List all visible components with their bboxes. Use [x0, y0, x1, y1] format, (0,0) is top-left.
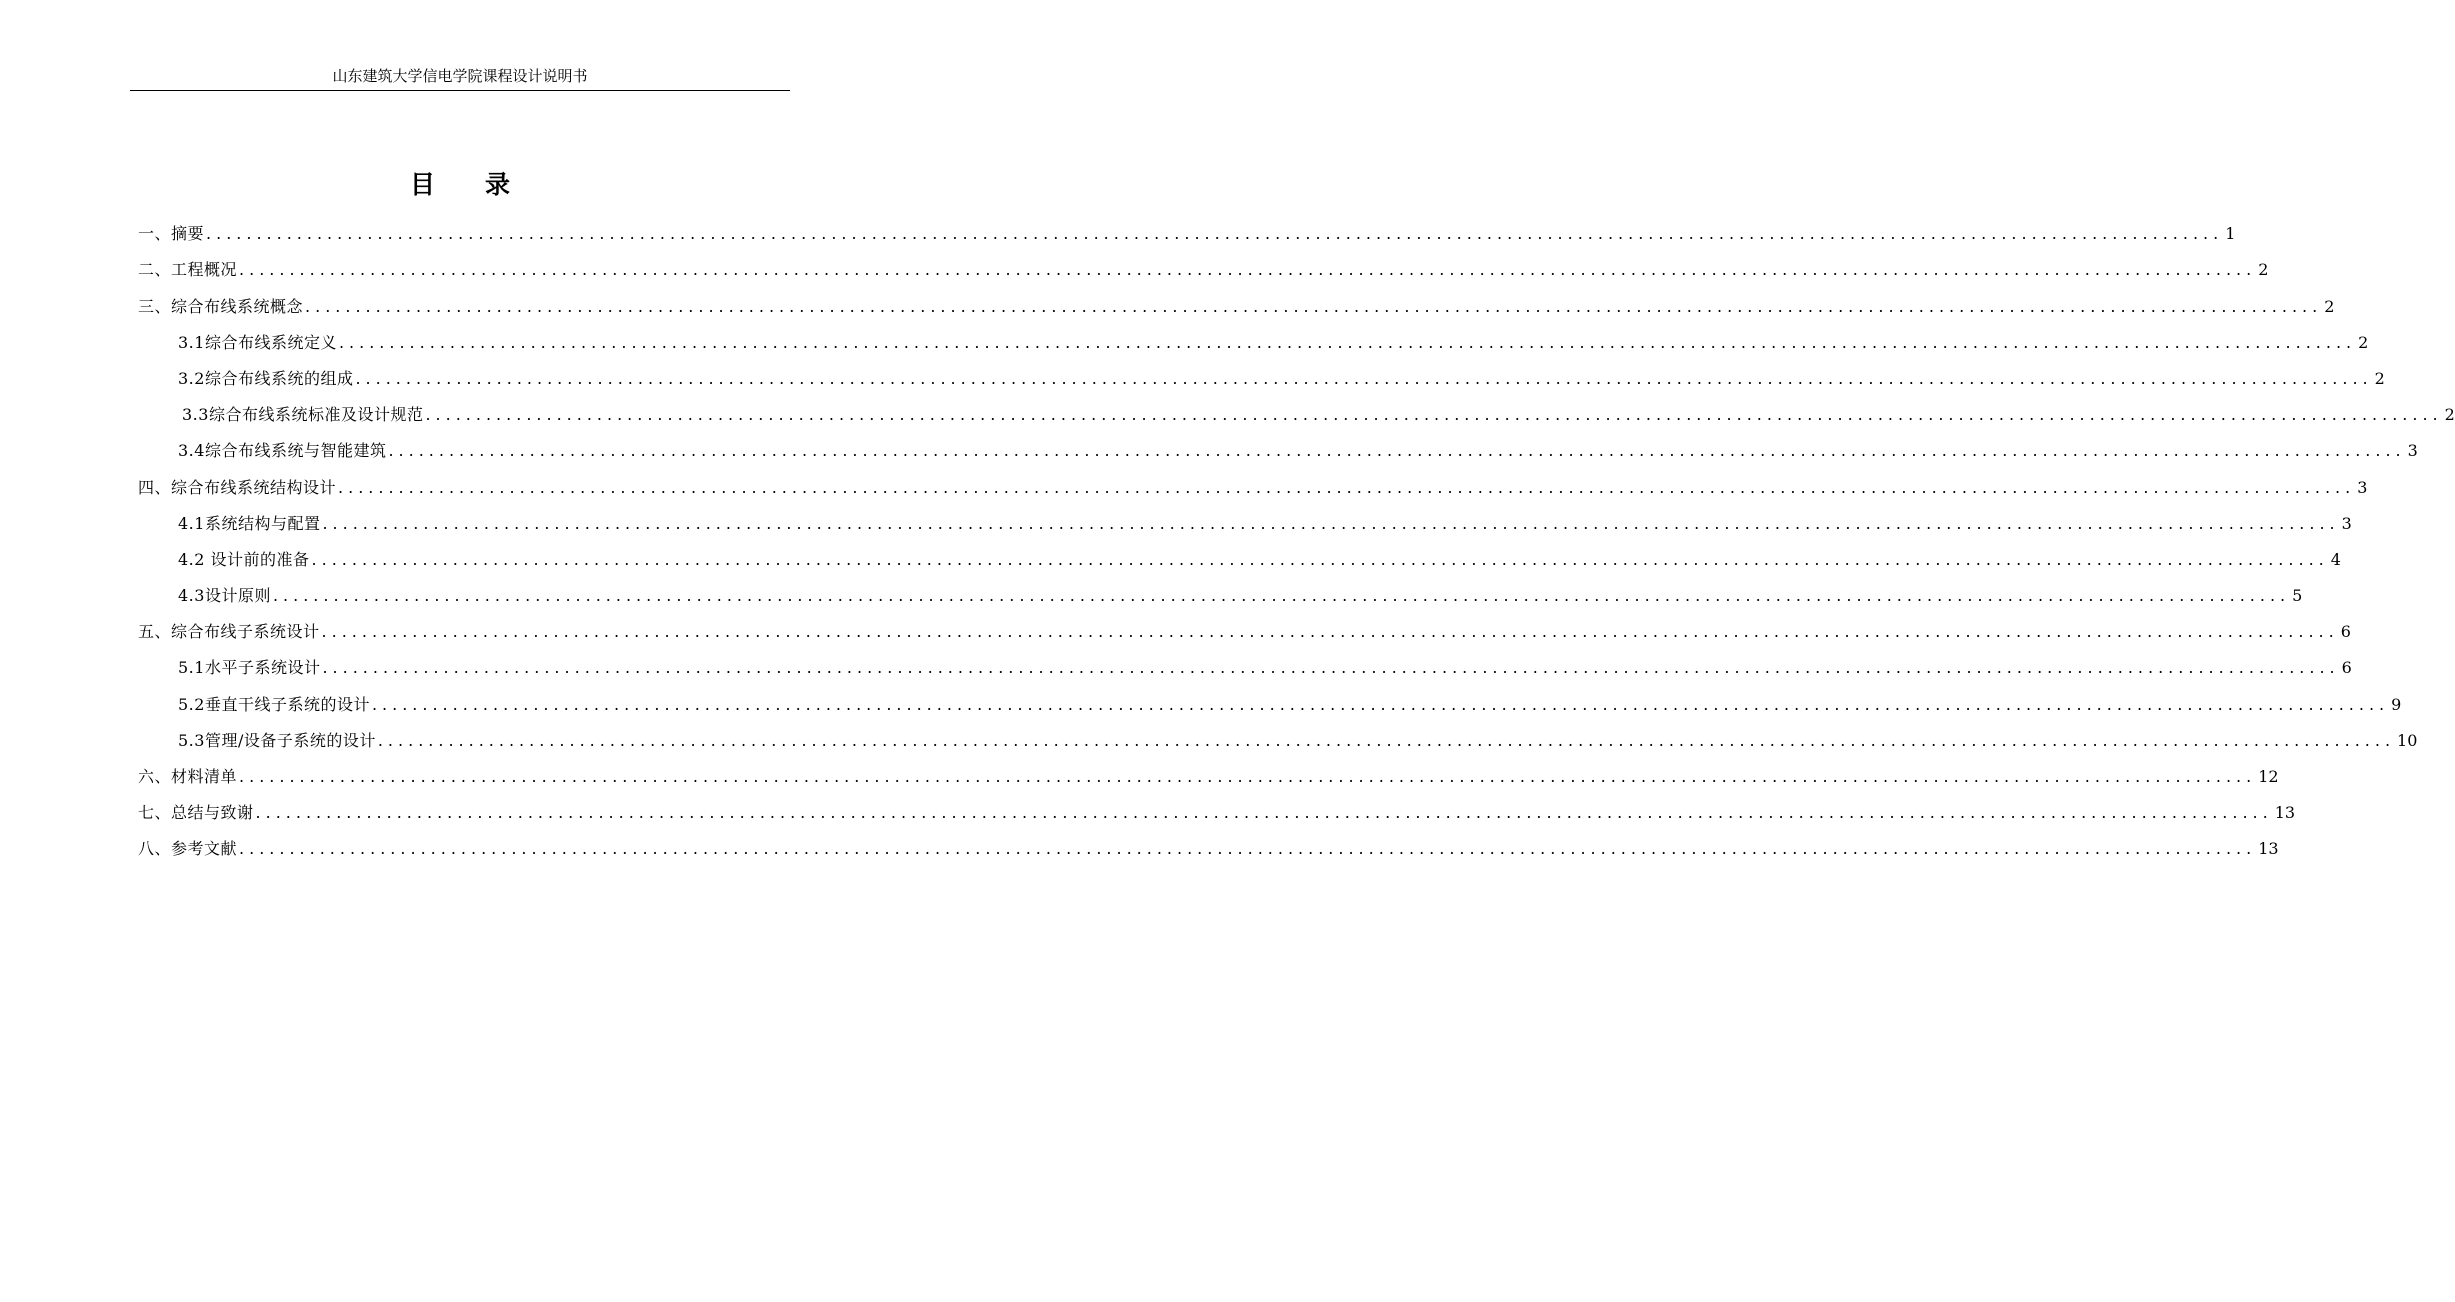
toc-entry[interactable] — [138, 678, 2402, 714]
toc-leader-dots: ........................................................................................................................................................................................................ — [425, 405, 2443, 425]
toc-entry-label: 四、综合布线系统结构设计 — [138, 477, 337, 497]
header-text: 山东建筑大学信电学院课程设计说明书 — [332, 67, 588, 85]
toc-entry[interactable] — [138, 498, 2352, 534]
toc-entry[interactable] — [138, 280, 2335, 316]
toc-entry-label: 二、工程概况 — [138, 260, 238, 280]
toc-leader-dots: ........................................................................................................................................................................................................ — [305, 296, 2323, 316]
toc-entry-label: 4.1系统结构与配置 — [178, 513, 321, 533]
toc-leader-dots: ........................................................................................................................................................................................................ — [321, 622, 2339, 642]
toc-entry-label: 八、参考文献 — [138, 839, 238, 859]
toc-leader-dots: ........................................................................................................................................................................................................ — [338, 332, 2357, 352]
toc-entry-page: 6 — [2341, 658, 2352, 678]
toc-entry-page: 9 — [2391, 694, 2402, 714]
toc-entry-page: 2 — [2374, 368, 2385, 388]
toc-entry-page: 1 — [2225, 224, 2236, 244]
toc-entry-label: 五、综合布线子系统设计 — [138, 622, 320, 642]
toc-leader-dots: ........................................................................................................................................................................................................ — [355, 368, 2373, 388]
toc-entry-page: 4 — [2330, 549, 2341, 569]
toc-entry[interactable] — [138, 389, 2455, 425]
toc-entry-page: 2 — [2358, 332, 2369, 352]
toc-entry-page: 10 — [2397, 730, 2418, 750]
toc-entry[interactable] — [138, 570, 2303, 606]
toc-leader-dots: ........................................................................................................................................................................................................ — [311, 549, 2329, 569]
toc-entry-label: 5.2垂直干线子系统的设计 — [178, 694, 370, 714]
toc-entry-label: 4.2 设计前的准备 — [178, 549, 310, 569]
toc-leader-dots: ........................................................................................................................................................................................................ — [338, 477, 2356, 497]
table-of-contents — [138, 208, 2455, 859]
toc-leader-dots: ........................................................................................................................................................................................................ — [371, 694, 2390, 714]
toc-entry[interactable] — [138, 244, 2269, 280]
toc-entry-label: 3.4综合布线系统与智能建筑 — [178, 441, 387, 461]
toc-leader-dots: ........................................................................................................................................................................................................ — [322, 513, 2340, 533]
toc-entry-label: 5.1水平子系统设计 — [178, 658, 321, 678]
toc-entry-label: 七、总结与致谢 — [138, 803, 254, 823]
toc-entry[interactable] — [138, 461, 2368, 497]
toc-leader-dots: ........................................................................................................................................................................................................ — [255, 803, 2273, 823]
toc-entry-page: 12 — [2258, 767, 2279, 786]
toc-leader-dots: ........................................................................................................................................................................................................ — [322, 658, 2340, 678]
toc-leader-dots: ........................................................................................................................................................................................................ — [377, 730, 2396, 750]
toc-leader-dots: ........................................................................................................................................................................................................ — [272, 586, 2291, 606]
toc-entry-page: 13 — [2258, 839, 2279, 859]
toc-entry-page: 3 — [2357, 477, 2368, 497]
toc-entry-page: 2 — [2258, 260, 2269, 280]
toc-entry-page: 2 — [2444, 405, 2455, 425]
toc-entry[interactable] — [138, 715, 2418, 751]
toc-entry-label: 4.3设计原则 — [178, 586, 271, 606]
toc-entry-page: 3 — [2407, 441, 2418, 461]
toc-entry[interactable] — [138, 823, 2279, 859]
page-header — [130, 64, 790, 91]
toc-entry[interactable] — [138, 534, 2341, 570]
toc-leader-dots: ........................................................................................................................................................................................................ — [388, 441, 2406, 461]
toc-entry[interactable] — [138, 425, 2418, 461]
toc-title: 目录 — [409, 170, 560, 199]
toc-entry-label: 3.1综合布线系统定义 — [178, 332, 337, 352]
toc-entry[interactable] — [138, 353, 2385, 389]
toc-leader-dots: ........................................................................................................................................................................................................ — [239, 767, 2257, 786]
toc-leader-dots: ........................................................................................................................................................................................................ — [239, 839, 2257, 859]
toc-entry[interactable] — [138, 208, 2236, 244]
toc-entry-page: 3 — [2341, 513, 2352, 533]
toc-entry-page: 13 — [2274, 803, 2296, 823]
toc-entry[interactable] — [138, 751, 2279, 787]
toc-entry-label: 5.3管理/设备子系统的设计 — [178, 730, 376, 750]
toc-entry-page: 6 — [2340, 622, 2351, 642]
toc-entry-label: 3.3综合布线系统标准及设计规范 — [182, 405, 424, 425]
toc-leader-dots: ........................................................................................................................................................................................................ — [239, 260, 2257, 280]
toc-leader-dots: ........................................................................................................................................................................................................ — [206, 224, 2224, 244]
toc-entry-label: 三、综合布线系统概念 — [138, 296, 304, 316]
toc-entry-page: 2 — [2324, 296, 2335, 316]
toc-entry-label: 一、摘要 — [138, 224, 205, 244]
toc-entry-label: 六、材料清单 — [138, 767, 238, 786]
toc-entry-label: 3.2综合布线系统的组成 — [178, 368, 354, 388]
toc-entry-page: 5 — [2292, 586, 2303, 606]
toc-entry[interactable] — [138, 787, 2296, 823]
toc-entry[interactable] — [138, 642, 2352, 678]
toc-entry[interactable] — [138, 606, 2351, 642]
toc-entry[interactable] — [138, 317, 2369, 353]
